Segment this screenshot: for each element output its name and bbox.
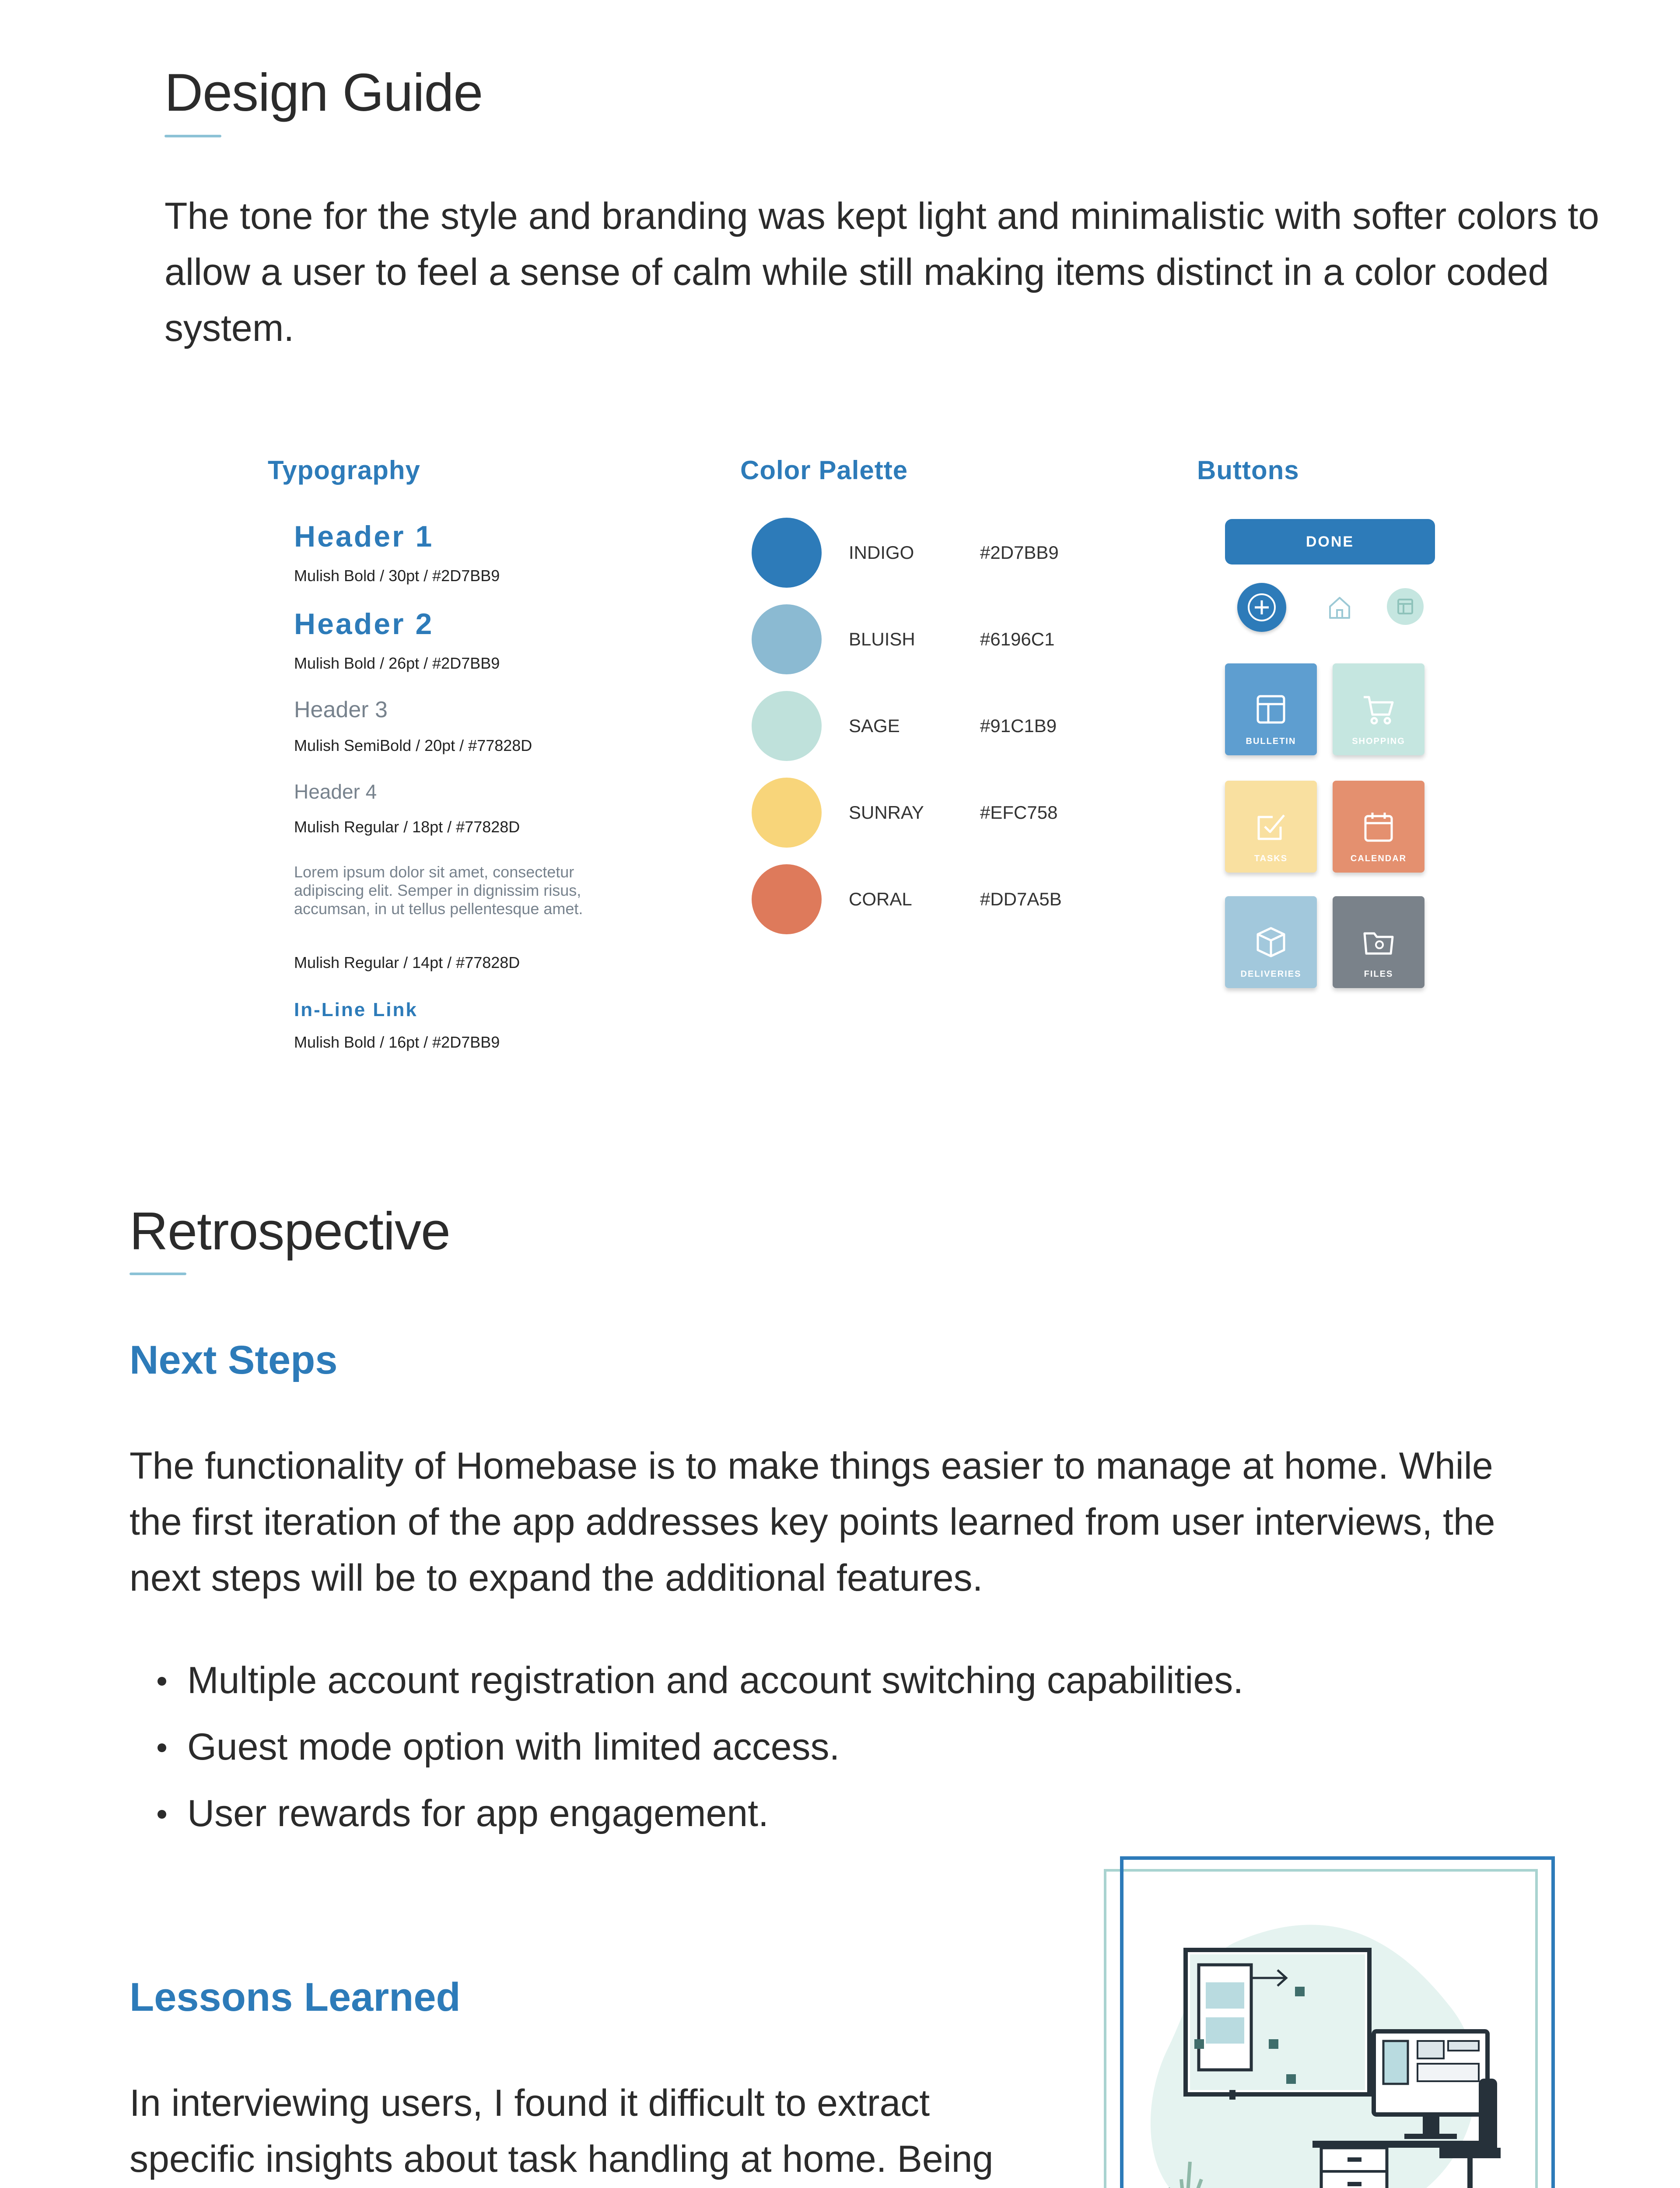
link-spec: Mulish Bold / 16pt / #2D7BB9	[294, 1033, 500, 1051]
color-row-sage	[752, 691, 1057, 761]
tasks-icon	[1253, 809, 1288, 844]
list-item: Multiple account registration and account switching capabilities.	[130, 1659, 1530, 1702]
typography-heading: Typography	[268, 456, 420, 485]
inline-link-sample[interactable]: In-Line Link	[294, 999, 418, 1020]
tile-label: TASKS	[1254, 854, 1288, 863]
tile-deliveries[interactable]	[1225, 896, 1317, 988]
tile-label: BULLETIN	[1246, 736, 1296, 746]
retrospective-title: Retrospective	[130, 1201, 450, 1261]
swatch-coral	[752, 864, 822, 934]
color-name: CORAL	[849, 889, 912, 909]
swatch-sage	[752, 691, 822, 761]
bulletin-round-button[interactable]	[1387, 588, 1424, 625]
color-name: BLUISH	[849, 629, 915, 649]
header-2-spec: Mulish Bold / 26pt / #2D7BB9	[294, 654, 500, 672]
home-button[interactable]	[1326, 593, 1354, 621]
tile-label: CALENDAR	[1350, 854, 1407, 863]
workspace-illustration	[1102, 1855, 1540, 2188]
color-hex: #2D7BB9	[980, 542, 1059, 563]
tile-bulletin[interactable]	[1225, 663, 1317, 755]
calendar-icon	[1361, 809, 1396, 844]
sample-header-1: Header 1	[294, 520, 434, 553]
swatch-bluish	[752, 604, 822, 674]
title-underline	[164, 135, 221, 137]
color-name: SAGE	[849, 715, 900, 736]
lessons-paragraph-1: In interviewing users, I found it difficult to extract specific insights about task handling at home. Being	[130, 2082, 994, 2180]
add-button[interactable]	[1237, 583, 1286, 632]
cart-icon	[1361, 692, 1396, 727]
folder-icon	[1361, 925, 1396, 960]
body-spec: Mulish Regular / 14pt / #77828D	[294, 954, 520, 971]
plus-icon	[1237, 583, 1286, 632]
color-row-bluish	[752, 604, 1055, 674]
tile-files[interactable]	[1333, 896, 1424, 988]
design-guide-intro: The tone for the style and branding was kept light and minimalistic with softer colors to allow a user to feel a sense of calm while still making items distinct in a color coded system.	[164, 195, 1600, 349]
color-hex: #EFC758	[980, 802, 1058, 823]
tile-tasks[interactable]	[1225, 781, 1317, 873]
tile-calendar[interactable]	[1333, 781, 1424, 873]
color-hex: #91C1B9	[980, 715, 1057, 736]
list-item: User rewards for app engagement.	[130, 1792, 1530, 1835]
swatch-sunray	[752, 778, 822, 848]
tile-label: FILES	[1364, 969, 1393, 979]
swatch-indigo	[752, 518, 822, 588]
title-underline	[130, 1273, 186, 1275]
tile-shopping[interactable]	[1333, 663, 1424, 755]
tile-label: SHOPPING	[1352, 736, 1405, 746]
bulletin-small-icon	[1387, 588, 1424, 625]
lessons-learned-heading: Lessons Learned	[130, 1975, 461, 2020]
buttons-heading: Buttons	[1197, 456, 1299, 485]
design-guide-title: Design Guide	[164, 63, 483, 122]
color-hex: #DD7A5B	[980, 889, 1062, 909]
box-icon	[1253, 925, 1288, 960]
bulletin-icon	[1253, 692, 1288, 727]
color-name: SUNRAY	[849, 802, 924, 823]
tile-label: DELIVERIES	[1240, 969, 1302, 979]
sample-header-3: Header 3	[294, 697, 388, 722]
home-icon	[1326, 593, 1354, 621]
header-4-spec: Mulish Regular / 18pt / #77828D	[294, 818, 520, 836]
color-name: INDIGO	[849, 542, 914, 563]
color-row-indigo	[752, 518, 1059, 588]
next-steps-heading: Next Steps	[130, 1338, 338, 1382]
body-sample-text: Lorem ipsum dolor sit amet, consectetur adipiscing elit. Semper in dignissim risus, accumsan, in ut tellus pellentesque amet.	[294, 863, 583, 918]
done-button[interactable]: DONE	[1225, 519, 1435, 565]
next-steps-text: The functionality of Homebase is to make things easier to manage at home. While the first iteration of the app addresses key points learned from user interviews, the next steps will be to expand the additional features.	[130, 1445, 1495, 1599]
color-hex: #6196C1	[980, 629, 1055, 649]
header-3-spec: Mulish SemiBold / 20pt / #77828D	[294, 736, 532, 754]
color-row-coral	[752, 864, 1062, 934]
list-item: Guest mode option with limited access.	[130, 1725, 1530, 1769]
sample-header-2: Header 2	[294, 607, 434, 641]
color-row-sunray	[752, 778, 1058, 848]
palette-heading: Color Palette	[740, 456, 908, 485]
next-steps-list	[130, 1659, 1530, 1858]
sample-header-4: Header 4	[294, 780, 377, 803]
header-1-spec: Mulish Bold / 30pt / #2D7BB9	[294, 567, 500, 585]
desk-illustration-icon	[1102, 1855, 1558, 2188]
